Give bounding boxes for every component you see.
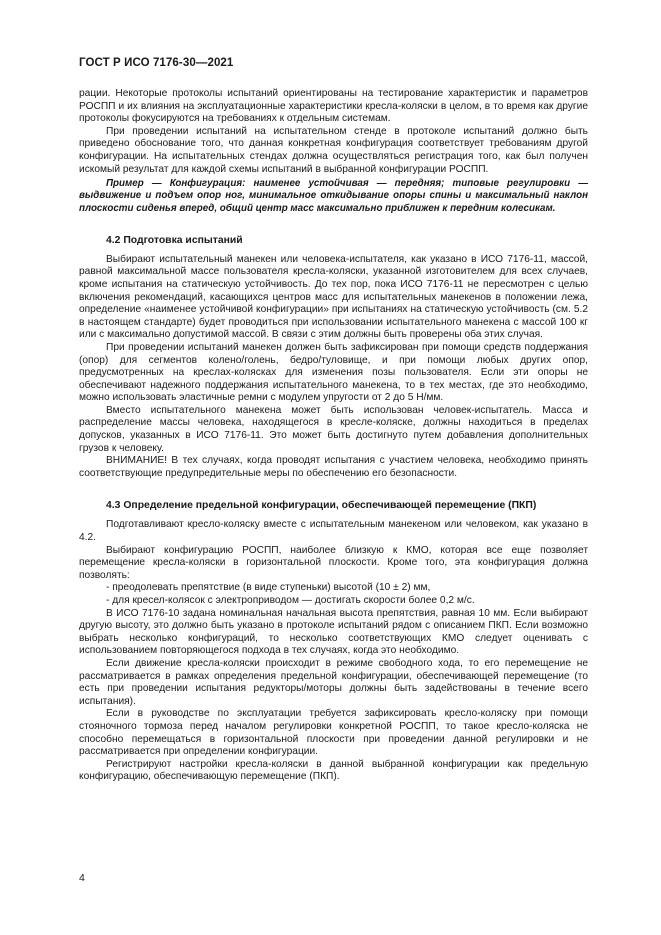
paragraph: Выбирают конфигурацию РОСПП, наиболее близкую к КМО, которая все еще позволяет перемещение кресла-коляски в горизонтальной плоскости. Кроме того, эта конфигурация должна позволять:	[79, 544, 588, 581]
paragraph: При проведении испытаний на испытательном стенде в протоколе испытаний должно быть приведено обоснование того, что данная конкретная конфигурация соответствует требованиям другой конфигурации. На испытательных стендах должна осуществляться регистрация того, как был получен искомый результат для каждой схемы испытаний в выбранной конфигурации РОСПП.	[79, 125, 588, 175]
document-header: ГОСТ Р ИСО 7176-30—2021	[79, 57, 234, 69]
list-item: - для кресел-колясок с электроприводом — достигать скорости более 0,2 м/с.	[106, 595, 475, 607]
paragraph: Если движение кресла-коляски происходит в режиме свободного хода, то его перемещение не рассматривается в рамках определения предельной конфигурации, обеспечивающей перемещение (то есть при проведении испытания редукторы/моторы должны быть задействованы в течение всего испытания).	[79, 657, 588, 707]
paragraph: Выбирают испытательный манекен или человека-испытателя, как указано в ИСО 7176-11, массой, равной максимальной массе пользователя кресла-коляски, указанной изготовителем для всех случаев, кроме испытания на статическую устойчивость. До тех пор, пока ИСО 7176-11 не пересмотрен с целью включения рекомендаций, касающихся центров масс для испытательных манекенов в положении лежа, определение «наименее устойчивой конфигурации» при испытаниях на статическую устойчивость (см. 5.2 в настоящем стандарте) будет проводиться при использовании испытательного манекена с массой 100 кг или с максимально допустимой массой. В связи с этим должны быть проверены оба этих случая.	[79, 253, 588, 341]
paragraph: Подготавливают кресло-коляску вместе с испытательным манекеном или человеком, как указано в 4.2.	[79, 519, 588, 544]
page-number: 4	[79, 872, 85, 884]
paragraph: Регистрируют настройки кресла-коляски в данной выбранной конфигурации как предельную конфигурацию, обеспечивающую перемещение (ПКП).	[79, 758, 588, 783]
paragraph: При проведении испытаний манекен должен быть зафиксирован при помощи средств поддержания (опор) для сегментов колено/голень, бедро/туловище, и при помощи любых других опор, предусмотренных на креслах-колясках для изменения позы пользователя. Если эти опоры не обеспечивают надежного поддержания испытательного манекена, то в тех местах, где это необходимо, можно использовать эластичные ремни с модулем упругости от 2 до 5 Н/мм.	[79, 341, 588, 404]
section-heading-4-2: 4.2 Подготовка испытаний	[106, 234, 243, 246]
example-note: Пример — Конфигурация: наименее устойчивая — передняя; типовые регулировки — выдвижение и подъем опор ног, минимальное откидывание опоры спины и максимальный наклон плоскости сиденья вперед, общий центр масс максимально приближен к передним колесикам.	[79, 178, 588, 214]
paragraph: рации. Некоторые протоколы испытаний ориентированы на тестирование характеристик и параметров РОСПП и их влияния на эксплуатационные характеристики кресла-коляски в целом, в то время как другие протоколы фокусируются на требованиях к отдельным системам.	[79, 88, 588, 125]
paragraph: Если в руководстве по эксплуатации требуется зафиксировать кресло-коляску при помощи стояночного тормоза перед началом регулировки конкретной РОСПП, то такое кресло-коляска не способно перемещаться в горизонтальной плоскости при проведении данной регулировки и не рассматривается при определении конфигурации.	[79, 708, 588, 758]
list-item: - преодолевать препятствие (в виде ступеньки) высотой (10 ± 2) мм,	[106, 582, 431, 594]
warning-paragraph: ВНИМАНИЕ! В тех случаях, когда проводят испытания с участием человека, необходимо принять соответствующие предупредительные меры по обеспечению его безопасности.	[79, 455, 588, 479]
paragraph: Вместо испытательного манекена может быть использован человек-испытатель. Масса и распределение массы человека, находящегося в кресле-коляске, должны находиться в пределах допусков, указанных в ИСО 7176-11. Это может быть достигнуто путем добавления дополнительных грузов к человеку.	[79, 404, 588, 454]
document-body	[79, 88, 588, 784]
paragraph: В ИСО 7176-10 задана номинальная начальная высота препятствия, равная 10 мм. Если выбирают другую высоту, это должно быть указано в протоколе испытаний рядом с описанием ПКП. Если возможно выбрать несколько конфигураций, то несколько соответствующих КМО следует оценивать с использованием повторяющегося подхода в тех случаях, когда это необходимо.	[79, 607, 588, 657]
section-heading-4-3: 4.3 Определение предельной конфигурации, обеспечивающей перемещение (ПКП)	[106, 500, 537, 512]
